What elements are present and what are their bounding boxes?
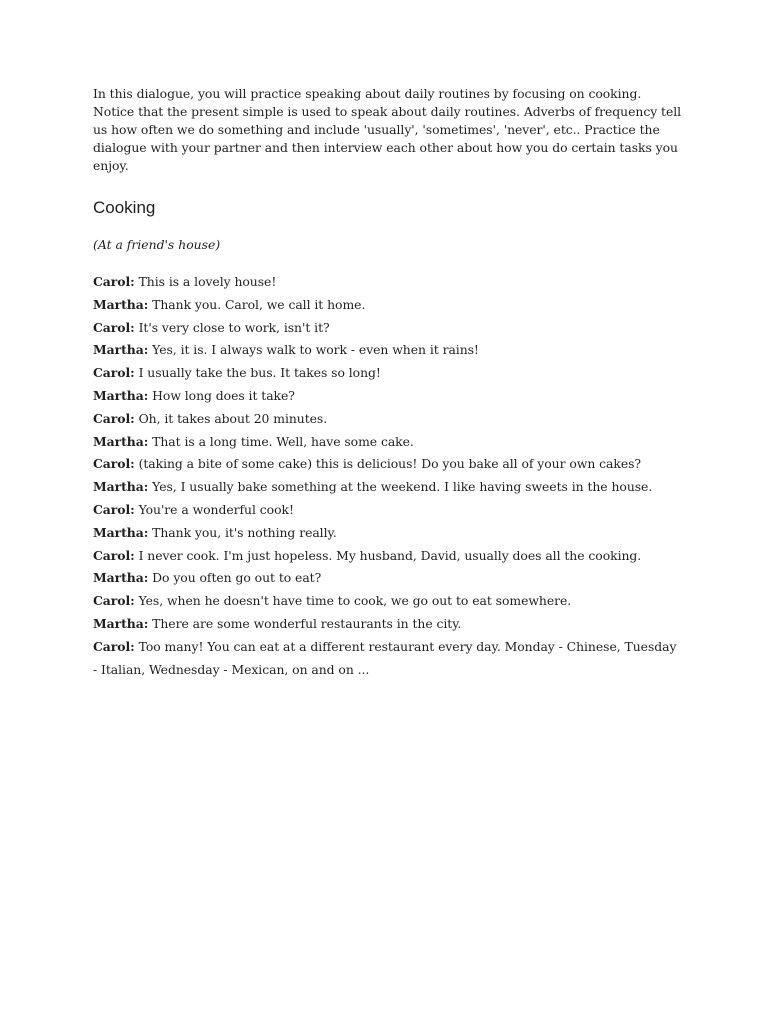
dialogue-line — [93, 499, 683, 522]
speaker-name: Martha: — [93, 615, 149, 631]
dialogue-line — [93, 385, 683, 408]
dialogue-list — [93, 271, 683, 681]
speaker-name: Carol: — [93, 410, 135, 426]
line-text: You're a wonderful cook! — [138, 501, 294, 517]
line-text: Oh, it takes about 20 minutes. — [138, 410, 328, 426]
dialogue-line — [93, 522, 683, 545]
speaker-name: Martha: — [93, 387, 149, 403]
line-text: Thank you, it's nothing really. — [152, 524, 337, 540]
line-text: That is a long time. Well, have some cake. — [152, 433, 414, 449]
speaker-name: Carol: — [93, 638, 135, 654]
dialogue-line — [93, 453, 683, 476]
speaker-name: Martha: — [93, 433, 149, 449]
speaker-name: Martha: — [93, 342, 149, 358]
speaker-name: Martha: — [93, 524, 149, 540]
speaker-name: Martha: — [93, 570, 149, 586]
dialogue-line — [93, 408, 683, 431]
line-text: Do you often go out to eat? — [152, 570, 322, 586]
dialogue-line — [93, 545, 683, 568]
dialogue-line — [93, 476, 683, 499]
speaker-name: Carol: — [93, 274, 135, 289]
speaker-name: Carol: — [93, 319, 135, 335]
intro-paragraph: In this dialogue, you will practice speaking about daily routines by focusing on cooking. Notice that the present simple is used to speak about daily routines. Adverbs of frequency tell us how often we do something and include 'usually', 'sometimes', 'never', etc.. Practice the dialogue with your partner and then interview each other about how you do certain tasks you enjoy. — [93, 86, 682, 173]
dialogue-line — [93, 362, 683, 385]
dialogue-line — [93, 636, 683, 682]
line-text: This is a lovely house! — [138, 274, 277, 289]
speaker-name: Martha: — [93, 296, 149, 312]
line-text: There are some wonderful restaurants in the city. — [152, 615, 462, 631]
scene-direction: (At a friend's house) — [93, 237, 221, 252]
line-text: Thank you. Carol, we call it home. — [152, 296, 366, 312]
line-text: How long does it take? — [152, 387, 295, 403]
document-page — [93, 85, 683, 681]
speaker-name: Carol: — [93, 501, 135, 517]
dialogue-line — [93, 590, 683, 613]
dialogue-line — [93, 294, 683, 317]
dialogue-line — [93, 613, 683, 636]
speaker-name: Carol: — [93, 593, 135, 609]
speaker-name: Carol: — [93, 547, 135, 563]
line-text: Yes, it is. I always walk to work - even when it rains! — [152, 342, 479, 358]
dialogue-line — [93, 431, 683, 454]
dialogue-line — [93, 567, 683, 590]
dialogue-line — [93, 271, 683, 294]
line-text: It's very close to work, isn't it? — [138, 319, 330, 335]
line-text: (taking a bite of some cake) this is delicious! Do you bake all of your own cakes? — [138, 456, 642, 472]
line-text: Yes, I usually bake something at the weekend. I like having sweets in the house. — [152, 479, 653, 495]
section-heading: Cooking — [93, 198, 156, 217]
line-text: I usually take the bus. It takes so long! — [138, 365, 381, 381]
dialogue-line — [93, 317, 683, 340]
speaker-name: Carol: — [93, 365, 135, 381]
dialogue-line — [93, 339, 683, 362]
speaker-name: Carol: — [93, 456, 135, 472]
line-text: Yes, when he doesn't have time to cook, we go out to eat somewhere. — [138, 593, 572, 609]
line-text: I never cook. I'm just hopeless. My husband, David, usually does all the cooking. — [138, 547, 642, 563]
speaker-name: Martha: — [93, 479, 149, 495]
line-text: Too many! You can eat at a different restaurant every day. Monday - Chinese, Tuesday - Italian, Wednesday - Mexican, on and on ... — [93, 638, 677, 677]
